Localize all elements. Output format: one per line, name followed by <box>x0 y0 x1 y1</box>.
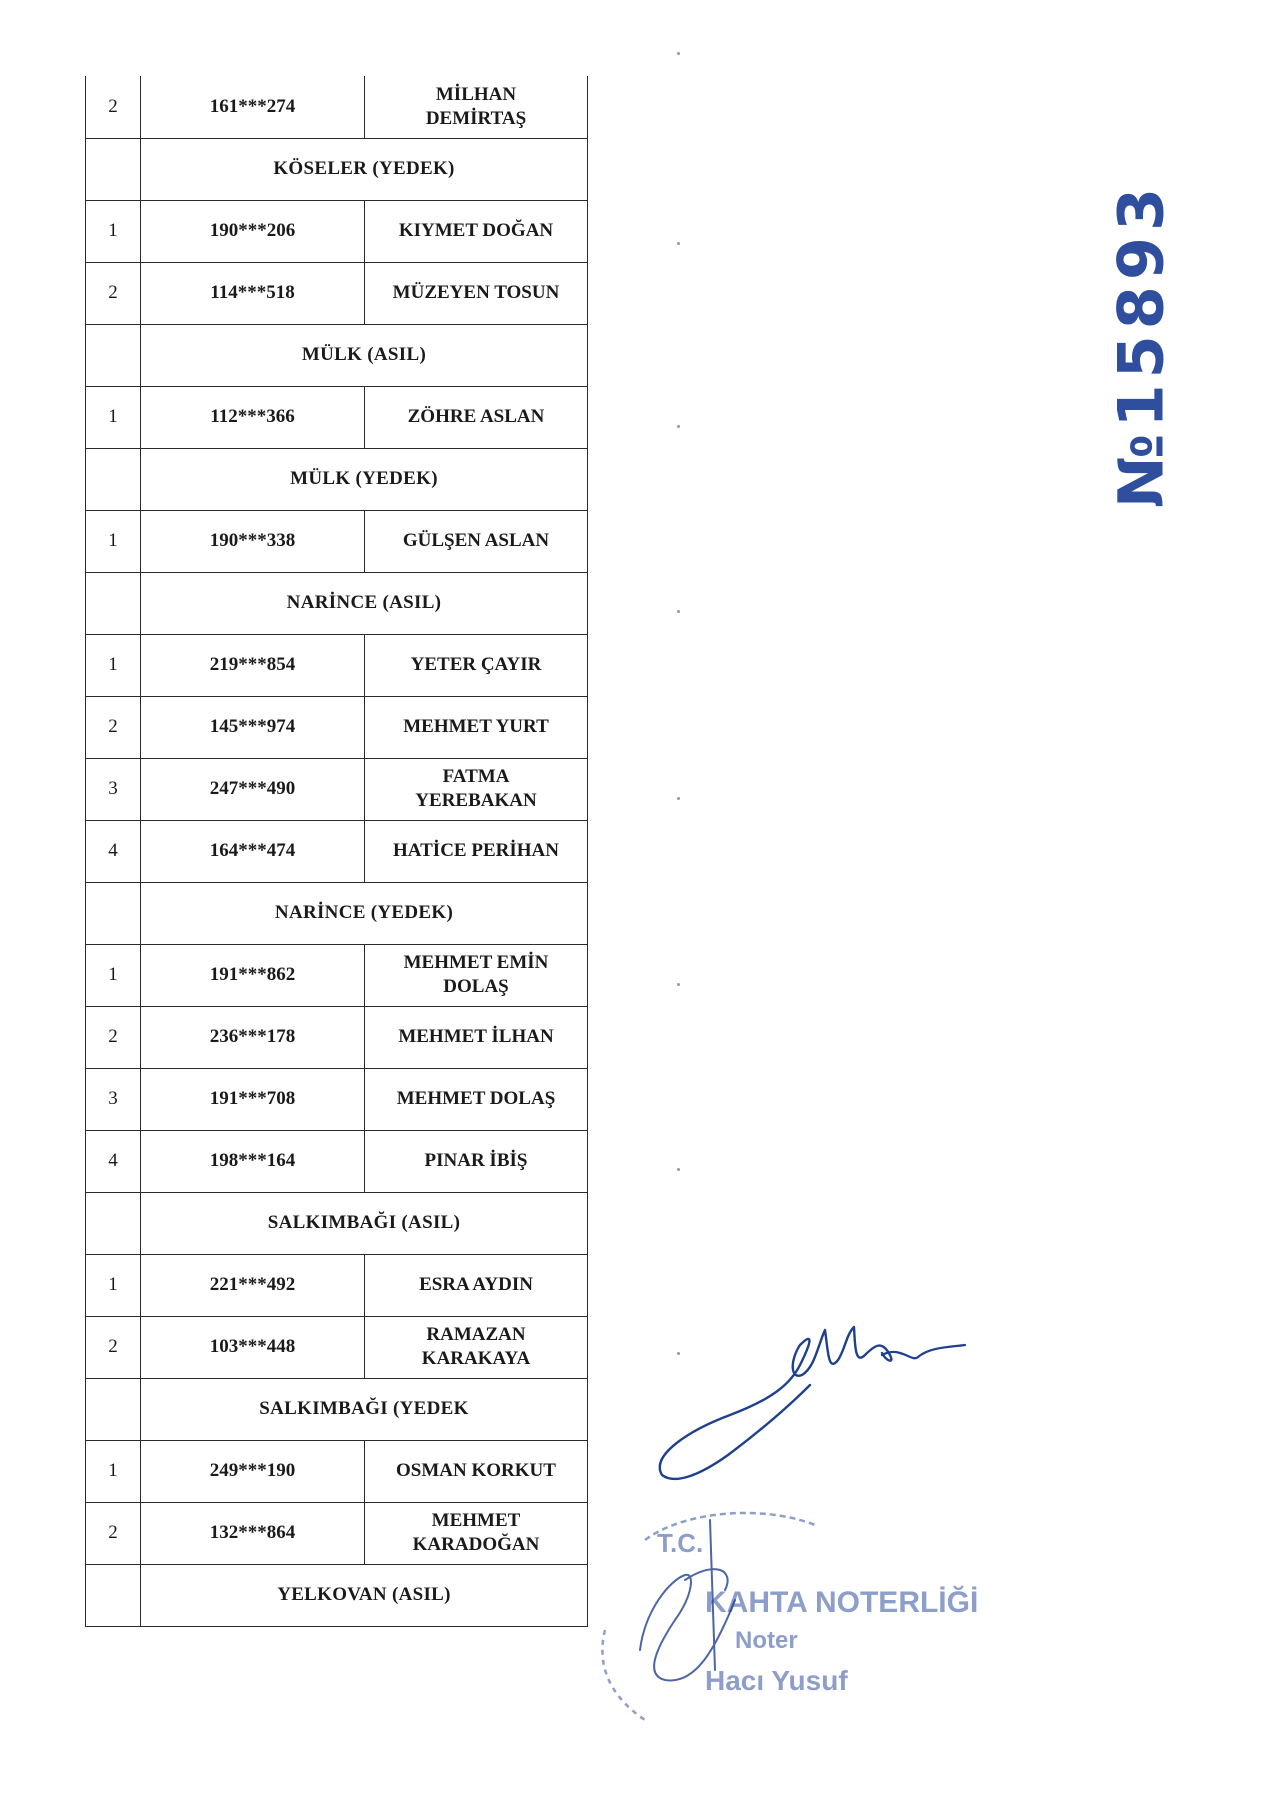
section-title: NARİNCE (YEDEK) <box>141 882 588 944</box>
masked-id: 247***490 <box>141 758 365 820</box>
masked-id: 191***708 <box>141 1068 365 1130</box>
person-name <box>365 634 588 696</box>
person-name <box>365 510 588 572</box>
section-row <box>86 1378 588 1440</box>
person-name <box>365 1130 588 1192</box>
section-empty-cell <box>86 448 141 510</box>
person-name-line: KARAKAYA <box>421 1348 531 1369</box>
person-name <box>365 696 588 758</box>
section-title: SALKIMBAĞI (ASIL) <box>141 1192 588 1254</box>
person-name-line: MEHMET İLHAN <box>398 1026 554 1047</box>
person-name-line: ZÖHRE ASLAN <box>407 406 545 427</box>
masked-id: 191***862 <box>141 944 365 1006</box>
masked-id: 219***854 <box>141 634 365 696</box>
section-empty-cell <box>86 324 141 386</box>
scan-dot <box>677 797 680 800</box>
section-row <box>86 1564 588 1626</box>
scan-dot <box>677 983 680 986</box>
stamp-line: T.C. <box>657 1528 704 1558</box>
person-name-line: HATİCE PERİHAN <box>393 840 559 861</box>
section-title: MÜLK (ASIL) <box>141 324 588 386</box>
masked-id: 236***178 <box>141 1006 365 1068</box>
person-name-line: OSMAN KORKUT <box>396 1460 556 1481</box>
table-row <box>86 510 588 572</box>
stamp-line: Hacı Yusuf <box>705 1665 848 1696</box>
row-number: 2 <box>86 1006 141 1068</box>
table-row <box>86 1502 588 1564</box>
row-number: 2 <box>86 1502 141 1564</box>
person-name <box>365 820 588 882</box>
scan-dot <box>677 242 680 245</box>
section-row <box>86 1192 588 1254</box>
row-number: 1 <box>86 634 141 696</box>
row-number: 1 <box>86 944 141 1006</box>
row-number: 2 <box>86 696 141 758</box>
person-name <box>365 758 588 820</box>
masked-id: 145***974 <box>141 696 365 758</box>
section-empty-cell <box>86 1564 141 1626</box>
table-row <box>86 1254 588 1316</box>
row-number: 4 <box>86 820 141 882</box>
person-name-line: MİLHAN <box>435 83 517 105</box>
person-name-line: YEREBAKAN <box>415 790 537 811</box>
table-row <box>86 696 588 758</box>
person-name <box>365 944 588 1006</box>
person-name <box>365 1006 588 1068</box>
stamp-line: KAHTA NOTERLİĞİ <box>705 1586 979 1619</box>
person-name <box>365 1502 588 1564</box>
table-row <box>86 386 588 448</box>
masked-id: 161***274 <box>141 76 365 138</box>
person-name-line: ESRA AYDIN <box>419 1274 533 1295</box>
section-title: KÖSELER (YEDEK) <box>141 138 588 200</box>
row-number: 1 <box>86 200 141 262</box>
row-number: 2 <box>86 76 141 138</box>
person-name-line: KARADOĞAN <box>412 1534 540 1555</box>
person-name <box>365 1254 588 1316</box>
person-name-line: GÜLŞEN ASLAN <box>402 530 550 551</box>
masked-id: 190***338 <box>141 510 365 572</box>
row-number: 1 <box>86 386 141 448</box>
scan-dot <box>677 1168 680 1171</box>
person-name-line: FATMA <box>442 766 510 787</box>
person-name-line: DOLAŞ <box>443 976 509 997</box>
section-empty-cell <box>86 1192 141 1254</box>
masked-id: 221***492 <box>141 1254 365 1316</box>
scan-dot <box>677 425 680 428</box>
stamp-line: Noter <box>735 1627 798 1654</box>
person-name-line: MEHMET DOLAŞ <box>396 1088 556 1109</box>
table-row <box>86 634 588 696</box>
masked-id: 103***448 <box>141 1316 365 1378</box>
row-number: 4 <box>86 1130 141 1192</box>
section-title: MÜLK (YEDEK) <box>141 448 588 510</box>
person-name-line: DEMİRTAŞ <box>425 107 527 129</box>
masked-id: 198***164 <box>141 1130 365 1192</box>
masked-id: 249***190 <box>141 1440 365 1502</box>
person-name-line: MEHMET EMİN <box>403 952 549 973</box>
masked-id: 164***474 <box>141 820 365 882</box>
person-name <box>365 200 588 262</box>
section-title: SALKIMBAĞI (YEDEK <box>141 1378 588 1440</box>
table-row <box>86 1316 588 1378</box>
row-number: 2 <box>86 262 141 324</box>
roster-table-body <box>86 76 588 1626</box>
table-row <box>86 1440 588 1502</box>
table-row <box>86 758 588 820</box>
person-name-line: PINAR İBİŞ <box>424 1150 528 1171</box>
section-row <box>86 572 588 634</box>
row-number: 1 <box>86 510 141 572</box>
person-name <box>365 1440 588 1502</box>
masked-id: 190***206 <box>141 200 365 262</box>
person-name <box>365 1316 588 1378</box>
table-row <box>86 1068 588 1130</box>
row-number: 1 <box>86 1440 141 1502</box>
row-number: 3 <box>86 758 141 820</box>
table-row <box>86 820 588 882</box>
table-row <box>86 262 588 324</box>
section-empty-cell <box>86 1378 141 1440</box>
person-name-line: MEHMET <box>431 1510 521 1531</box>
table-row <box>86 1006 588 1068</box>
notary-stamp <box>585 1500 1005 1740</box>
section-empty-cell <box>86 572 141 634</box>
roster-table <box>85 76 588 1627</box>
section-title: YELKOVAN (ASIL) <box>141 1564 588 1626</box>
table-row <box>86 76 588 138</box>
person-name <box>365 386 588 448</box>
person-name <box>365 262 588 324</box>
scan-dot <box>677 610 680 613</box>
table-row <box>86 200 588 262</box>
masked-id: 132***864 <box>141 1502 365 1564</box>
row-number: 2 <box>86 1316 141 1378</box>
person-name-line: RAMAZAN <box>426 1324 526 1345</box>
row-number: 3 <box>86 1068 141 1130</box>
masked-id: 114***518 <box>141 262 365 324</box>
person-name <box>365 76 588 138</box>
signature-drawing <box>650 1305 970 1490</box>
section-title: NARİNCE (ASIL) <box>141 572 588 634</box>
section-empty-cell <box>86 138 141 200</box>
section-row <box>86 882 588 944</box>
person-name-line: MEHMET YURT <box>403 716 549 737</box>
person-name-line: MÜZEYEN TOSUN <box>392 282 560 303</box>
section-row <box>86 448 588 510</box>
document-number-stamp <box>1104 181 1178 509</box>
row-number: 1 <box>86 1254 141 1316</box>
masked-id: 112***366 <box>141 386 365 448</box>
table-row <box>86 1130 588 1192</box>
person-name-line: KIYMET DOĞAN <box>398 220 554 241</box>
section-empty-cell <box>86 882 141 944</box>
table-row <box>86 944 588 1006</box>
section-row <box>86 138 588 200</box>
scan-dot <box>677 52 680 55</box>
section-row <box>86 324 588 386</box>
person-name-line: YETER ÇAYIR <box>410 654 542 675</box>
document-number: №15893 <box>1104 181 1178 509</box>
person-name <box>365 1068 588 1130</box>
